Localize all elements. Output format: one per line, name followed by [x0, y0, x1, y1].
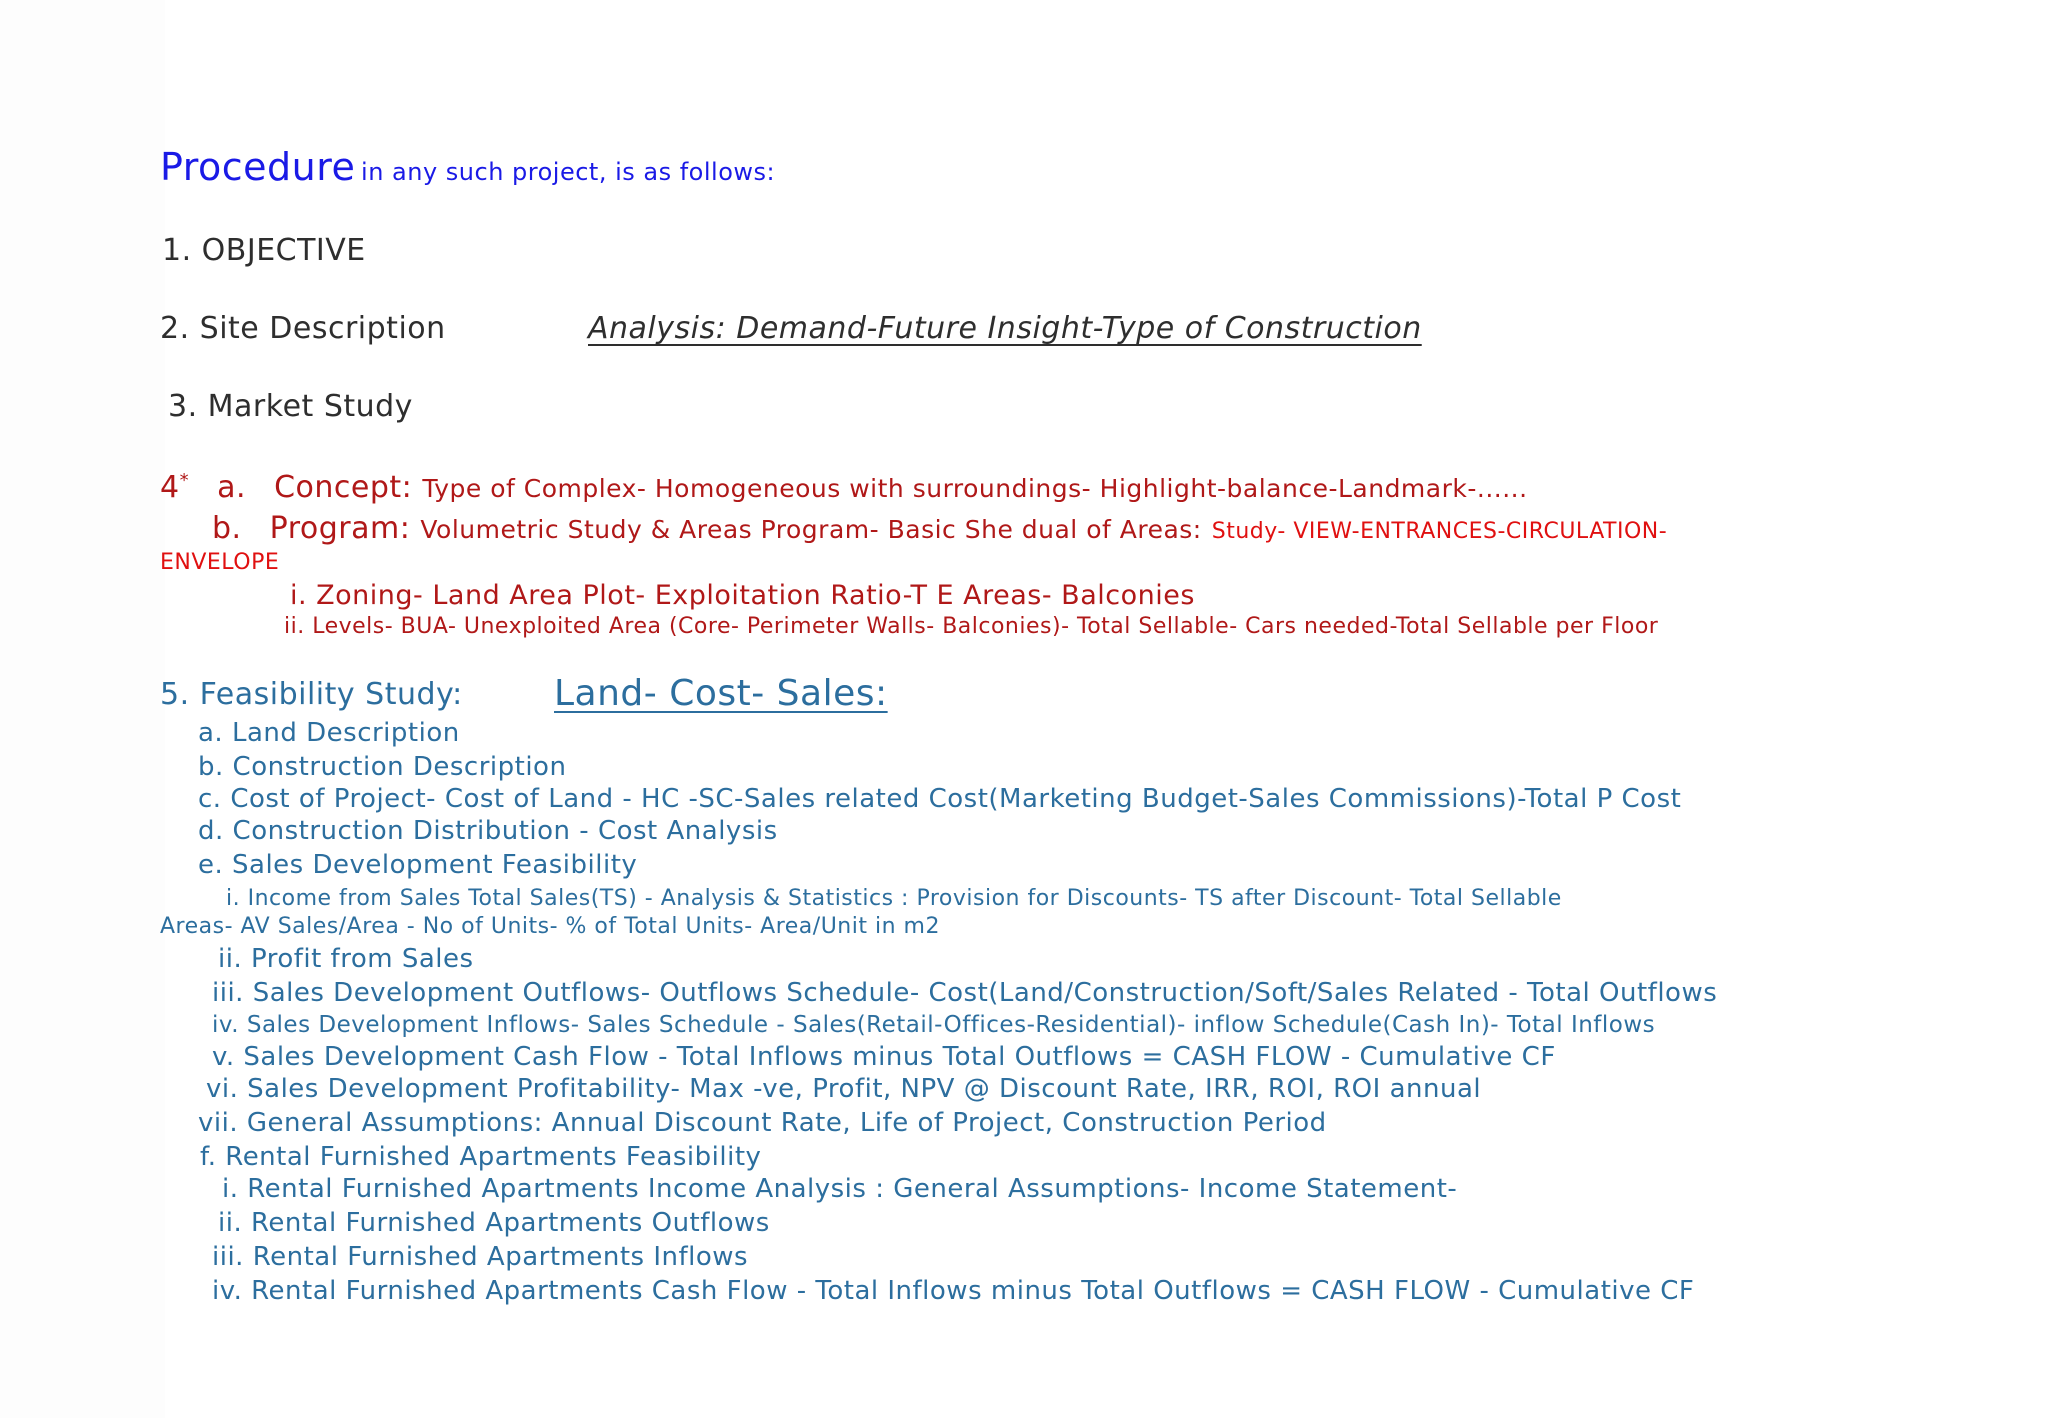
sales-cashflow-item: v. Sales Development Cash Flow - Total Inflows minus Total Outflows = CASH FLOW - Cumulative CF	[212, 1042, 1556, 1072]
feasibility-item-b: b. Construction Description	[198, 752, 567, 782]
feasibility-item-a: a. Land Description	[198, 718, 460, 748]
objective-item: 1. OBJECTIVE	[162, 233, 366, 268]
item-four-asterisk: *	[179, 470, 190, 491]
feasibility-item-c: c. Cost of Project- Cost of Land - HC -SC-Sales related Cost(Marketing Budget-Sales Commissions)-Total P Cost	[198, 784, 1682, 814]
zoning-item: i. Zoning- Land Area Plot- Exploitation Ratio-T E Areas- Balconies	[290, 580, 1195, 611]
concept-text: Type of Complex- Homogeneous with surroundings- Highlight-balance-Landmark-......	[422, 474, 1528, 503]
concept-heading: Concept:	[274, 470, 413, 505]
program-heading: Program:	[269, 511, 411, 546]
program-letter: b.	[212, 511, 242, 546]
sales-profitability-item: vi. Sales Development Profitability- Max -ve, Profit, NPV @ Discount Rate, IRR, ROI, ROI annual	[206, 1074, 1482, 1104]
sales-inflows-item: iv. Sales Development Inflows- Sales Schedule - Sales(Retail-Offices-Residential)- inflow Schedule(Cash In)- Total Inflows	[212, 1012, 1656, 1038]
feasibility-heading: 5. Feasibility Study:	[160, 677, 463, 712]
program-text: Volumetric Study & Areas Program- Basic She dual of Areas:	[420, 515, 1202, 544]
general-assumptions-item: vii. General Assumptions: Annual Discount Rate, Life of Project, Construction Period	[198, 1108, 1327, 1138]
sales-profit-item: ii. Profit from Sales	[218, 944, 474, 974]
sales-income-item-continued: Areas- AV Sales/Area - No of Units- % of Total Units- Area/Unit in m2	[160, 914, 940, 939]
concept-line	[160, 472, 1528, 503]
rental-cashflow-item: iv. Rental Furnished Apartments Cash Flow - Total Inflows minus Total Outflows = CASH FLOW - Cumulative CF	[212, 1276, 1695, 1306]
procedure-title-main: Procedure	[160, 145, 356, 189]
page-margin	[0, 0, 165, 1418]
feasibility-subheading: Land- Cost- Sales:	[554, 673, 888, 714]
feasibility-item-d: d. Construction Distribution - Cost Analysis	[198, 816, 778, 846]
feasibility-item-e: e. Sales Development Feasibility	[198, 850, 638, 880]
market-study-item: 3. Market Study	[168, 389, 413, 424]
levels-item: ii. Levels- BUA- Unexploited Area (Core- Perimeter Walls- Balconies)- Total Sellable- Cars needed-Total Sellable per Floor	[284, 614, 1659, 639]
procedure-title	[160, 145, 776, 189]
site-description-item: 2. Site Description	[160, 311, 446, 346]
item-four-number: 4	[160, 470, 180, 505]
sales-outflows-item: iii. Sales Development Outflows- Outflows Schedule- Cost(Land/Construction/Soft/Sales Related - Total Outflows	[212, 978, 1718, 1008]
procedure-title-rest: in any such project, is as follows:	[361, 158, 776, 186]
rental-inflows-item: iii. Rental Furnished Apartments Inflows	[212, 1242, 749, 1272]
analysis-link-text: Analysis: Demand-Future Insight-Type of Construction	[588, 311, 1422, 346]
program-envelope: ENVELOPE	[160, 550, 280, 575]
concept-letter: a.	[217, 470, 247, 505]
rental-outflows-item: ii. Rental Furnished Apartments Outflows	[218, 1208, 770, 1238]
feasibility-item-f: f. Rental Furnished Apartments Feasibility	[200, 1142, 762, 1172]
program-study-red: Study- VIEW-ENTRANCES-CIRCULATION-	[1211, 519, 1668, 544]
sales-income-item: i. Income from Sales Total Sales(TS) - Analysis & Statistics : Provision for Discounts- TS after Discount- Total Sellable	[226, 886, 1562, 911]
rental-income-item: i. Rental Furnished Apartments Income Analysis : General Assumptions- Income Statement-	[222, 1174, 1458, 1204]
program-line	[212, 511, 1668, 546]
